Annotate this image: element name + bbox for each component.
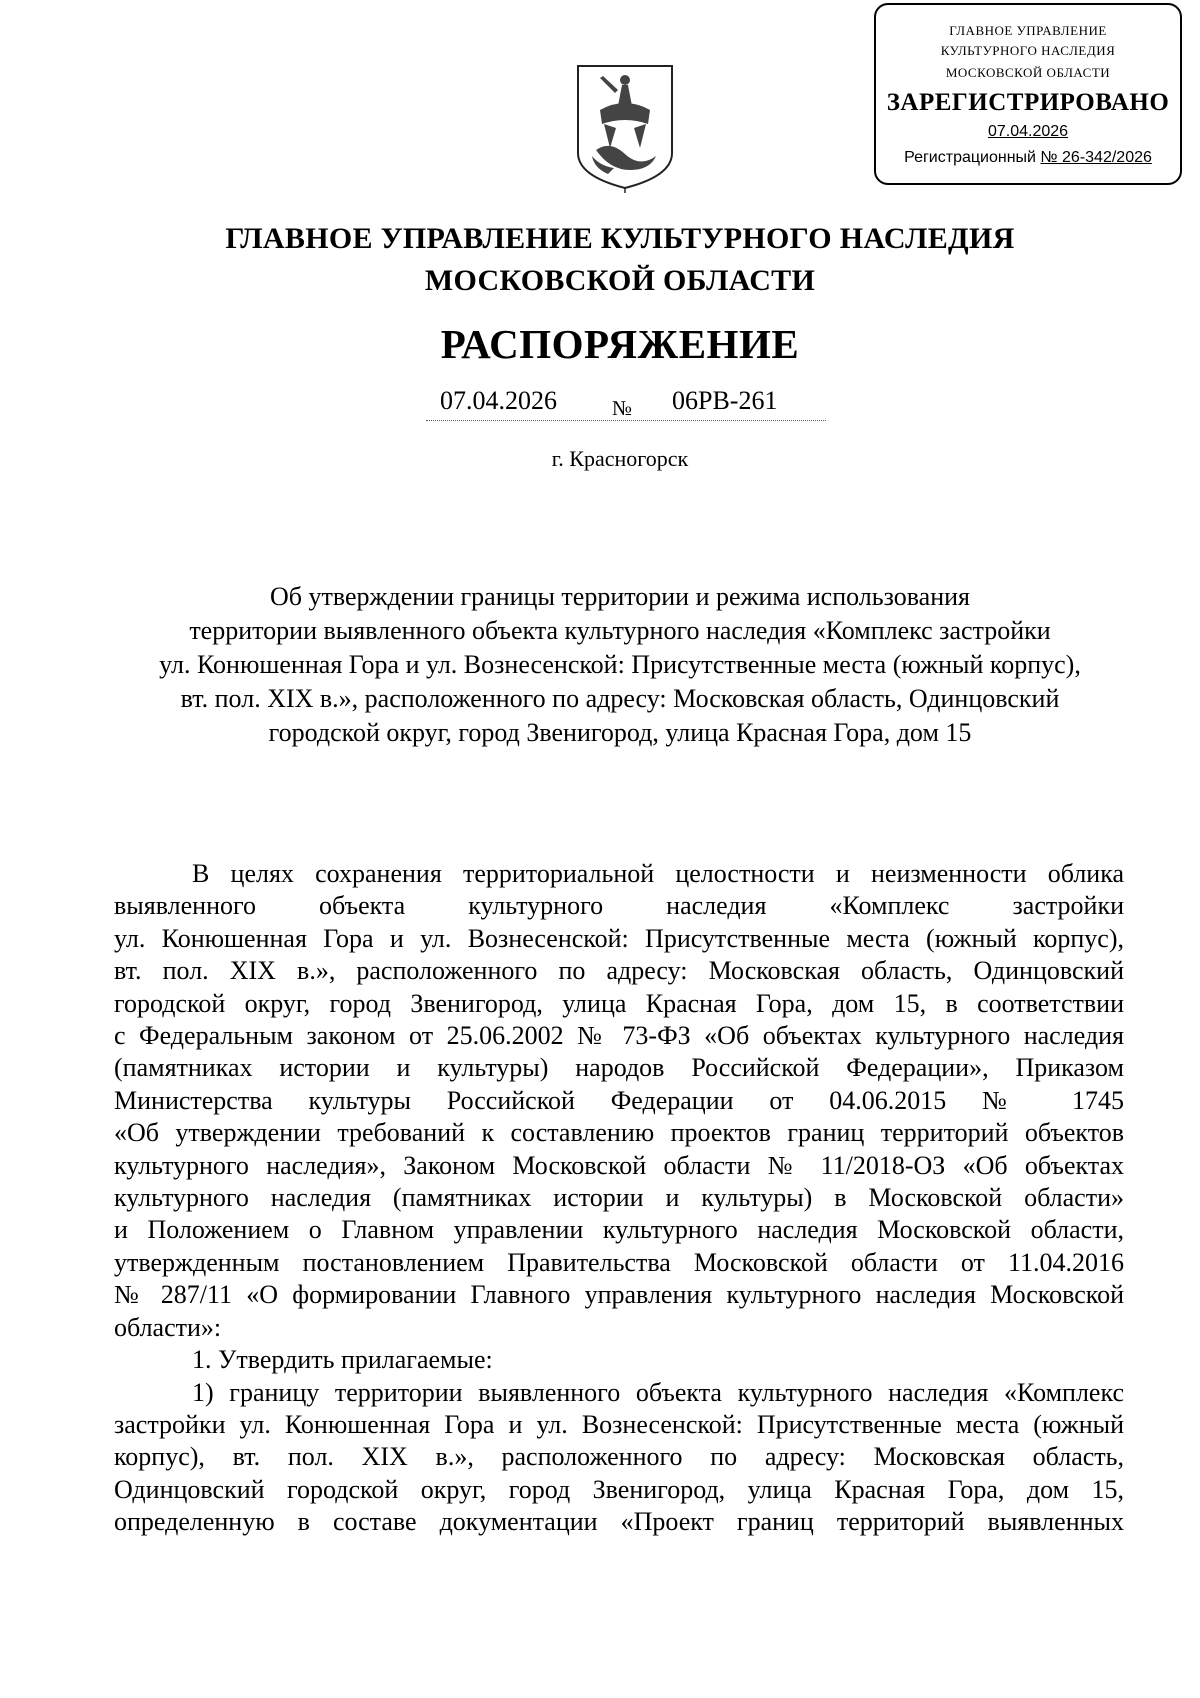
body-line: определенную в составе документации «Проект границ территорий выявленных [114,1507,1124,1537]
subject-line: городской округ, город Звенигород, улица Красная Гора, дом 15 [268,718,972,747]
body-line: культурного наследия», Законом Московской области № 11/2018-ОЗ «Об объектах [114,1150,1124,1180]
date-number-underline [426,420,826,422]
subject-line: территории выявленного объекта культурного наследия «Комплекс застройки [189,616,1051,645]
body-line: культурного наследия (памятниках истории и культуры) в Московской области» [114,1183,1124,1213]
document-body [114,858,1124,1539]
body-line: и Положением о Главном управлении культурного наследия Московской области, [114,1215,1124,1245]
body-line: корпус), вт. пол. XIX в.», расположенного по адресу: Московская область, [114,1442,1124,1472]
subject-line: Об утверждении границы территории и режима использования [270,582,970,611]
body-line: утвержденным постановлением Правительства Московской области от 11.04.2016 [114,1247,1124,1277]
moscow-region-coat-of-arms-icon [570,58,680,193]
body-line: городской округ, город Звенигород, улица Красная Гора, дом 15, в соответствии [114,988,1124,1018]
body-line: 1) границу территории выявленного объекта культурного наследия «Комплекс [192,1377,1124,1407]
body-line: Министерства культуры Российской Федерации от 04.06.2015 № 1745 [114,1085,1124,1115]
stamp-reg-value: № 26-342/2026 [1040,149,1152,166]
document-date: 07.04.2026 [440,386,557,415]
stamp-org-line2: КУЛЬТУРНОГО НАСЛЕДИЯ [940,43,1116,58]
body-line: области»: [114,1312,222,1342]
document-type-title: РАСПОРЯЖЕНИЕ [440,321,800,367]
org-name-line2: МОСКОВСКОЙ ОБЛАСТИ [424,264,816,297]
body-line: В целях сохранения территориальной целостности и неизменности облика [192,859,1124,888]
stamp-org-line1: ГЛАВНОЕ УПРАВЛЕНИЕ [949,23,1107,38]
city: г. Красногорск [551,446,689,471]
body-line: № 287/11 «О формировании Главного управления культурного наследия Московской [114,1280,1124,1310]
body-line: выявленного объекта культурного наследия «Комплекс застройки [114,891,1124,921]
stamp-reg-number [876,149,1180,167]
stamp-date: 07.04.2026 [987,123,1069,140]
stamp-org-line3: МОСКОВСКОЙ ОБЛАСТИ [945,65,1111,80]
org-name-line1: ГЛАВНОЕ УПРАВЛЕНИЕ КУЛЬТУРНОГО НАСЛЕДИЯ [225,222,1015,255]
body-line: «Об утверждении требований к составлению проектов границ территорий объектов [114,1118,1124,1148]
number-sign: № [612,396,633,420]
body-line: вт. пол. XIX в.», расположенного по адресу: Московская область, Одинцовский [114,956,1124,986]
body-line: 1. Утвердить прилагаемые: [192,1345,493,1375]
body-line: Одинцовский городской округ, город Звенигород, улица Красная Гора, дом 15, [114,1474,1124,1504]
body-line: с Федеральным законом от 25.06.2002 № 73-ФЗ «Об объектах культурного наследия [114,1021,1124,1051]
document-number: 06РВ-261 [672,386,778,415]
body-line: ул. Конюшенная Гора и ул. Вознесенской: Присутственные места (южный корпус), [114,923,1124,953]
subject-line: вт. пол. XIX в.», расположенного по адресу: Московская область, Одинцовский [180,684,1060,713]
registration-stamp [874,3,1182,185]
stamp-reg-label: Регистрационный [904,149,1036,166]
document-subject [100,580,1140,750]
subject-line: ул. Конюшенная Гора и ул. Вознесенской: Присутственные места (южный корпус), [159,650,1081,679]
body-line: застройки ул. Конюшенная Гора и ул. Вознесенской: Присутственные места (южный [114,1409,1124,1439]
stamp-status: ЗАРЕГИСТРИРОВАНО [886,89,1170,116]
body-line: (памятниках истории и культуры) народов Российской Федерации», Приказом [114,1053,1124,1083]
